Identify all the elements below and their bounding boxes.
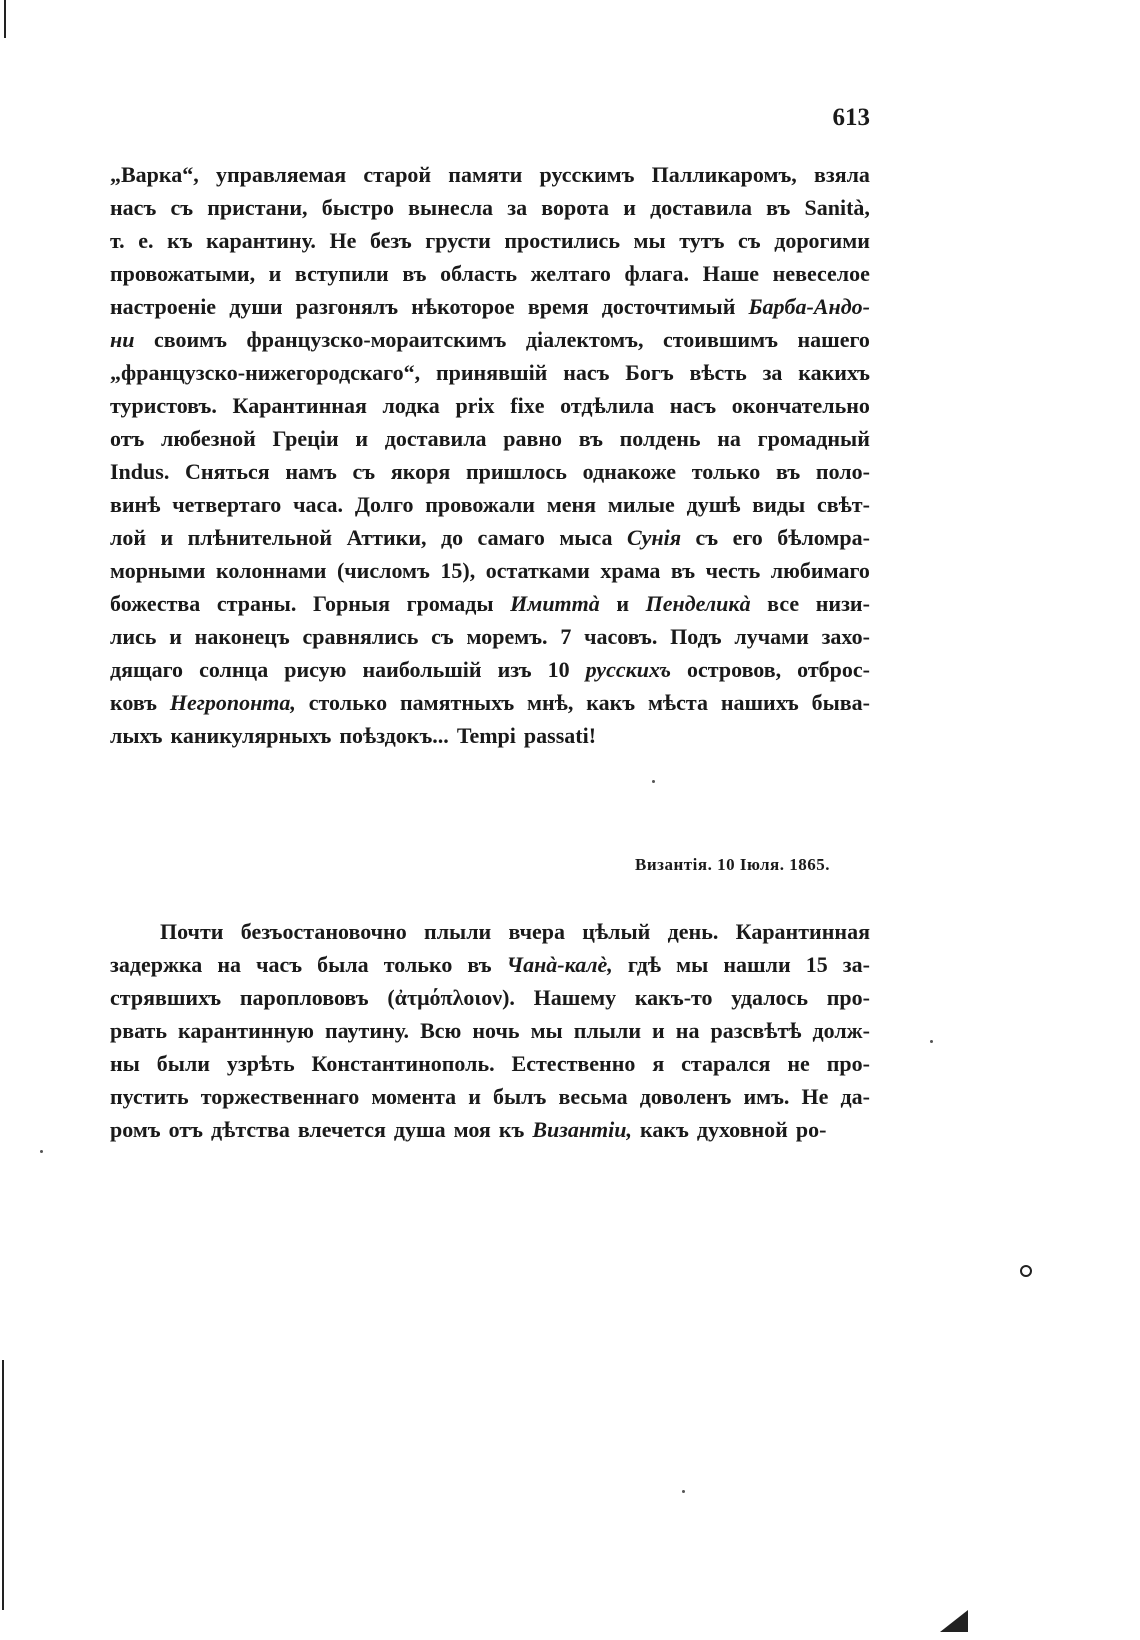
word: захо- xyxy=(821,624,870,649)
text-line xyxy=(110,719,870,752)
word: принявшій xyxy=(435,360,548,385)
page-number: 613 xyxy=(832,104,870,131)
word: своимъ xyxy=(154,327,227,352)
word: какъ xyxy=(586,690,636,715)
text-line xyxy=(110,653,870,686)
word: и xyxy=(160,525,174,550)
word: доставила xyxy=(650,195,752,220)
word: ромъ xyxy=(110,1117,161,1142)
word: на xyxy=(717,426,741,451)
word: самаго xyxy=(477,525,545,550)
word: моремъ. xyxy=(466,624,548,649)
word: простились xyxy=(504,228,620,253)
word: т. xyxy=(110,228,125,253)
word: да- xyxy=(840,1084,870,1109)
word: съ xyxy=(695,525,719,550)
word: область xyxy=(440,261,518,286)
word: Богъ xyxy=(625,360,674,385)
word: досточтимый xyxy=(601,294,736,319)
word: мы xyxy=(633,228,666,253)
text-line xyxy=(110,554,870,587)
word: на xyxy=(217,952,242,977)
word: вынесла xyxy=(408,195,494,220)
word: низи- xyxy=(815,591,870,616)
word: лыхъ xyxy=(110,723,163,748)
word: сравнялись xyxy=(302,624,419,649)
word: (ἀτμόπλοιον). xyxy=(387,985,515,1010)
word: души xyxy=(229,294,283,319)
word: все xyxy=(767,591,800,616)
word: Имиттà xyxy=(510,591,600,616)
word: управляемая xyxy=(215,162,347,187)
word: провожатыми, xyxy=(110,261,256,286)
word: съ xyxy=(738,228,761,253)
text-line xyxy=(110,389,870,422)
text-line xyxy=(110,422,870,455)
dateline: Византія. 10 Іюля. 1865. xyxy=(635,855,830,874)
word: морными xyxy=(110,558,206,583)
word: Tempi xyxy=(456,723,516,748)
word: поѣздокъ... xyxy=(339,723,449,748)
word: отдѣлила xyxy=(560,393,655,418)
word: ворота xyxy=(541,195,610,220)
word: Карантинная xyxy=(735,919,870,944)
word: солнца xyxy=(199,657,269,682)
word: безъ xyxy=(369,228,412,253)
word: вступили xyxy=(294,261,389,286)
word: мыса xyxy=(559,525,613,550)
word: Горныя xyxy=(312,591,390,616)
word: рвать xyxy=(110,1018,167,1043)
word: пароплововъ xyxy=(239,985,369,1010)
word: часа. xyxy=(293,492,344,517)
word: меня xyxy=(546,492,597,517)
word: и xyxy=(623,195,636,220)
word: вѣсть xyxy=(689,360,747,385)
scan-corner-mark xyxy=(940,1610,968,1632)
word: за- xyxy=(842,952,870,977)
word: Почти xyxy=(160,919,224,944)
word: prix xyxy=(455,393,495,418)
word: Естественно xyxy=(511,1051,636,1076)
word: мнѣ, xyxy=(527,690,574,715)
text-line xyxy=(110,191,870,224)
text-line xyxy=(110,521,870,554)
word: тутъ xyxy=(679,228,725,253)
word: ковъ xyxy=(110,690,157,715)
word: съ xyxy=(431,624,454,649)
word: къ xyxy=(167,228,193,253)
word: насъ xyxy=(110,195,157,220)
word: поло- xyxy=(815,459,870,484)
word: мы xyxy=(530,1018,563,1043)
word: разгонялъ xyxy=(295,294,399,319)
word: лись xyxy=(110,624,157,649)
word: Аттики, xyxy=(346,525,427,550)
word: цѣлый xyxy=(582,919,651,944)
word: флага. xyxy=(624,261,690,286)
word: винѣ xyxy=(110,492,161,517)
word: желтаго xyxy=(530,261,611,286)
word: Не xyxy=(801,1084,829,1109)
word: настроеніе xyxy=(110,294,217,319)
word: какихъ xyxy=(798,360,870,385)
word: (числомъ xyxy=(336,558,430,583)
word: остатками xyxy=(485,558,590,583)
word: лой xyxy=(110,525,147,550)
word: на xyxy=(675,1018,700,1043)
word: громадный xyxy=(757,426,870,451)
word: свѣт- xyxy=(816,492,870,517)
text-line xyxy=(110,981,870,1014)
word: только xyxy=(691,459,761,484)
word: духовной xyxy=(696,1117,788,1142)
word: колоннами xyxy=(215,558,327,583)
text-line xyxy=(110,356,870,389)
text-line xyxy=(110,686,870,719)
word: доволенъ xyxy=(639,1084,732,1109)
word: безъостановочно xyxy=(240,919,407,944)
word: Подъ xyxy=(670,624,722,649)
text-line xyxy=(110,323,870,356)
scan-speck xyxy=(1020,1265,1032,1277)
word: столько xyxy=(308,690,388,715)
text-line xyxy=(110,620,870,653)
word: полдень xyxy=(619,426,701,451)
word: окончательно xyxy=(731,393,870,418)
word: дорогими xyxy=(774,228,870,253)
word: fixe xyxy=(510,393,545,418)
word: день. xyxy=(667,919,719,944)
scan-speck xyxy=(930,1040,933,1043)
word: якоря xyxy=(390,459,451,484)
word: съ xyxy=(170,195,194,220)
scan-edge-mark xyxy=(4,0,6,38)
word: 7 xyxy=(560,624,572,649)
word: узрѣть xyxy=(226,1051,295,1076)
word: и xyxy=(268,261,282,286)
word: былъ xyxy=(493,1084,547,1109)
word: въ xyxy=(402,261,427,286)
word: нашли xyxy=(723,952,791,977)
word: за xyxy=(507,195,528,220)
word: мы xyxy=(676,952,709,977)
word: до xyxy=(440,525,464,550)
word: мѣста xyxy=(647,690,708,715)
word: туристовъ. xyxy=(110,393,217,418)
word: торжественнаго xyxy=(200,1084,360,1109)
word: про- xyxy=(826,985,870,1010)
text-line xyxy=(110,915,870,948)
word: весьма xyxy=(558,1084,628,1109)
word: памяти xyxy=(448,162,523,187)
scan-speck xyxy=(652,780,655,783)
word: взяла xyxy=(813,162,870,187)
word: наконецъ xyxy=(194,624,290,649)
word: островов, xyxy=(687,657,782,682)
word: Наше xyxy=(702,261,760,286)
word: съ xyxy=(352,459,376,484)
word: быстро xyxy=(321,195,394,220)
paragraph-2 xyxy=(110,915,870,1146)
word: старался xyxy=(681,1051,771,1076)
word: страны. xyxy=(216,591,297,616)
word: русскихъ xyxy=(585,657,672,682)
word: бѣломра- xyxy=(777,525,870,550)
word: нѣкоторое xyxy=(411,294,515,319)
word: однакоже xyxy=(582,459,677,484)
word: въ xyxy=(670,558,696,583)
word: его xyxy=(732,525,763,550)
word: изъ xyxy=(497,657,532,682)
word: равно xyxy=(503,426,563,451)
word: за xyxy=(762,360,783,385)
word: имъ. xyxy=(743,1084,790,1109)
word: любезной xyxy=(161,426,256,451)
word: дящаго xyxy=(110,657,184,682)
word: храма xyxy=(600,558,661,583)
word: я xyxy=(652,1051,665,1076)
word: Византіи, xyxy=(532,1117,632,1142)
word: плыли xyxy=(573,1018,641,1043)
word: задержка xyxy=(110,952,203,977)
scan-speck xyxy=(40,1150,43,1153)
word: вчера xyxy=(508,919,565,944)
word: пристани, xyxy=(207,195,308,220)
word: нашихъ xyxy=(720,690,799,715)
word: плѣнительной xyxy=(187,525,333,550)
text-line xyxy=(110,224,870,257)
word: какъ xyxy=(640,1117,689,1142)
word: и xyxy=(169,624,182,649)
word: момента xyxy=(371,1084,457,1109)
word: каникулярныхъ xyxy=(170,723,332,748)
word: старой xyxy=(363,162,432,187)
word: удалось xyxy=(731,985,808,1010)
word: стрявшихъ xyxy=(110,985,222,1010)
text-line xyxy=(110,1047,870,1080)
text-line xyxy=(110,587,870,620)
word: и xyxy=(652,1018,665,1043)
text-line xyxy=(110,455,870,488)
word: Сунія xyxy=(626,525,682,550)
word: наибольшій xyxy=(362,657,482,682)
word: не xyxy=(787,1051,810,1076)
word: любимаго xyxy=(770,558,870,583)
word: ны xyxy=(110,1051,140,1076)
word: отброс- xyxy=(797,657,870,682)
word: отъ xyxy=(110,426,145,451)
word: Карантинная xyxy=(232,393,367,418)
scan-speck xyxy=(682,1490,685,1493)
word: пустить xyxy=(110,1084,189,1109)
word: провожали xyxy=(425,492,535,517)
word: и xyxy=(616,591,630,616)
word: „Варка“, xyxy=(110,162,199,187)
word: милые xyxy=(607,492,675,517)
word: часъ xyxy=(256,952,303,977)
word: насъ xyxy=(669,393,717,418)
word: Чанà-калè, xyxy=(506,952,613,977)
paragraph-1 xyxy=(110,158,870,752)
word: „французско-нижегородскаго“, xyxy=(110,360,421,385)
word: Sanità, xyxy=(804,195,870,220)
word: ни xyxy=(110,327,135,352)
word: бывa- xyxy=(811,690,870,715)
word: доставила xyxy=(384,426,487,451)
word: рисую xyxy=(284,657,347,682)
word: громады xyxy=(406,591,494,616)
word: Всю xyxy=(420,1018,462,1043)
word: 15 xyxy=(805,952,828,977)
word: моя xyxy=(453,1117,491,1142)
word: насъ xyxy=(563,360,610,385)
word: плыли xyxy=(424,919,492,944)
word: намъ xyxy=(285,459,337,484)
word: французско-мораитскимъ xyxy=(246,327,507,352)
word: про- xyxy=(826,1051,870,1076)
word: ро- xyxy=(795,1117,827,1142)
text-line xyxy=(110,1080,870,1113)
word: отъ xyxy=(168,1117,203,1142)
word: карантинную xyxy=(178,1018,314,1043)
word: какъ-то xyxy=(634,985,713,1010)
word: честь xyxy=(705,558,761,583)
word: дѣтства xyxy=(210,1117,290,1142)
word: ночь xyxy=(472,1018,520,1043)
word: долж- xyxy=(812,1018,870,1043)
text-line xyxy=(110,488,870,521)
word: Нашему xyxy=(533,985,617,1010)
word: Сняться xyxy=(185,459,270,484)
word: и xyxy=(355,426,368,451)
word: памятныхъ xyxy=(399,690,515,715)
text-line xyxy=(110,948,870,981)
scan-edge-mark xyxy=(2,1360,4,1610)
word: 10 xyxy=(547,657,570,682)
word: были xyxy=(156,1051,210,1076)
word: Пенделикà xyxy=(645,591,751,616)
word: въ xyxy=(578,426,603,451)
word: грусти xyxy=(425,228,491,253)
word: влечется xyxy=(297,1117,386,1142)
word: Палликаромъ, xyxy=(651,162,797,187)
word: стоившимъ xyxy=(663,327,778,352)
word: Негропонта, xyxy=(169,690,296,715)
word: душа xyxy=(393,1117,446,1142)
word: душѣ xyxy=(686,492,741,517)
word: время xyxy=(527,294,589,319)
word: и xyxy=(468,1084,481,1109)
word: Долго xyxy=(354,492,414,517)
word: лодка xyxy=(382,393,440,418)
word: виды xyxy=(752,492,806,517)
word: въ xyxy=(776,459,801,484)
word: четвертаго xyxy=(172,492,282,517)
word: е. xyxy=(138,228,154,253)
word: русскимъ xyxy=(539,162,635,187)
word: Константинополь. xyxy=(311,1051,495,1076)
word: въ xyxy=(467,952,492,977)
word: Барба-Андо- xyxy=(748,294,870,319)
word: 15), xyxy=(440,558,476,583)
word: разсвѣтѣ xyxy=(710,1018,802,1043)
word: лучами xyxy=(734,624,809,649)
text-line xyxy=(110,290,870,323)
text-line xyxy=(110,1113,870,1146)
word: Греціи xyxy=(272,426,339,451)
word: пришлось xyxy=(465,459,567,484)
text-line xyxy=(110,257,870,290)
word: Indus. xyxy=(110,459,170,484)
word: божества xyxy=(110,591,201,616)
text-line xyxy=(110,1014,870,1047)
word: passati! xyxy=(523,723,597,748)
word: Не xyxy=(329,228,357,253)
word: гдѣ xyxy=(627,952,662,977)
word: карантину. xyxy=(206,228,316,253)
word: была xyxy=(317,952,369,977)
word: паутину. xyxy=(325,1018,410,1043)
word: въ xyxy=(766,195,791,220)
word: діалектомъ, xyxy=(525,327,644,352)
word: невеселое xyxy=(772,261,870,286)
word: только xyxy=(383,952,453,977)
word: нашего xyxy=(797,327,870,352)
word: часовъ. xyxy=(584,624,658,649)
word: къ xyxy=(498,1117,525,1142)
text-line xyxy=(110,158,870,191)
